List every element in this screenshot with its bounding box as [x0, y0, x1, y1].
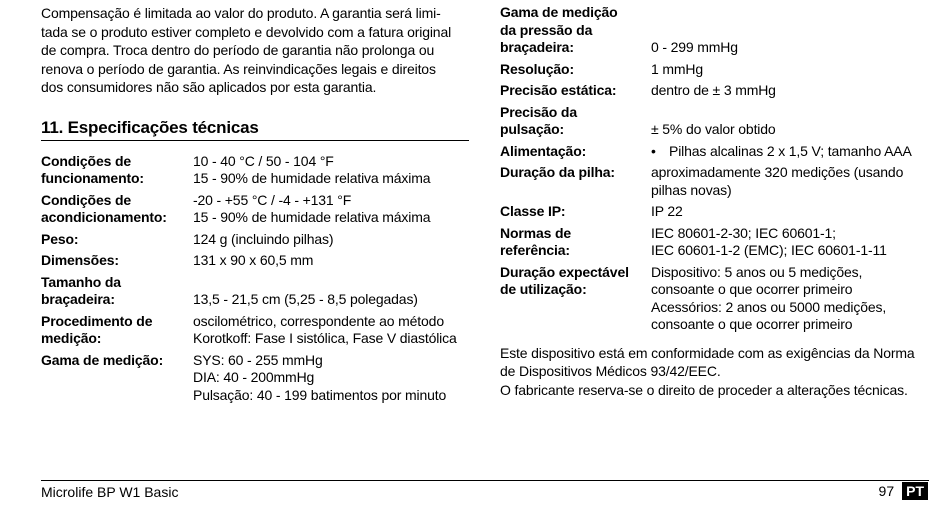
spec-value-line: consoante o que ocorrer primeiro: [651, 316, 853, 332]
spec-value-line: 15 - 90% de humidade relativa máxima: [193, 209, 431, 225]
right-column: [500, 4, 930, 399]
spec-value: 1 mmHg: [651, 60, 703, 77]
spec-row-measurement-procedure: [41, 309, 469, 348]
spec-value-line: SYS: 60 - 255 mmHg: [193, 351, 323, 368]
spec-value-line: IEC 60601-1-2 (EMC); IEC 60601-1-11: [651, 242, 887, 258]
spec-row-static-accuracy: [500, 78, 930, 100]
spec-key-line: da pressão da: [500, 21, 593, 38]
spec-key: Resolução:: [500, 60, 574, 77]
spec-key-line: Normas de: [500, 224, 572, 241]
spec-value: 124 g (incluindo pilhas): [193, 230, 334, 247]
spec-value-line: aproximadamente 320 medições (usando: [651, 164, 904, 180]
spec-value: [651, 139, 930, 161]
footer-divider: [41, 480, 929, 481]
warranty-paragraph: [41, 4, 469, 97]
spec-key: [500, 100, 651, 139]
intro-line: renova o período de garantia. As reinvindicações legais e direitos: [41, 60, 436, 77]
spec-value-line: Pulsação: 40 - 199 batimentos por minuto: [193, 386, 447, 403]
spec-row-power-supply: [500, 139, 930, 161]
spec-row-weight: [41, 227, 469, 249]
spec-value: 0 - 299 mmHg: [651, 39, 738, 55]
spec-value-line: IEC 80601-2-30; IEC 60601-1;: [651, 224, 836, 241]
spec-value: [651, 160, 930, 199]
spec-value-line: Acessórios: 2 anos ou 5000 medições,: [651, 298, 887, 315]
section-title: 11. Especificações técnicas: [41, 118, 469, 141]
spec-value: [193, 188, 469, 227]
right-spec-table: [500, 4, 930, 334]
spec-key: Peso:: [41, 230, 79, 247]
intro-line: dos consumidores não são aplicados por esta garantia.: [41, 79, 377, 95]
spec-key: [500, 4, 651, 57]
spec-key-line: referência:: [500, 242, 570, 258]
spec-value: ± 5% do valor obtido: [651, 121, 776, 137]
footer-page-info: [879, 482, 928, 500]
spec-key-line: Precisão da: [500, 103, 577, 120]
spec-value-line: DIA: 40 - 200mmHg: [193, 369, 315, 385]
spec-value-line: -20 - +55 °C / -4 - +131 °F: [193, 191, 352, 208]
spec-row-cuff-pressure-range: [500, 4, 930, 57]
spec-key-line: Gama de medição: [500, 4, 618, 20]
spec-value: IP 22: [651, 203, 683, 219]
note-line: Este dispositivo está em conformidade com as exigências da Norma: [500, 344, 915, 361]
spec-row-storage-conditions: [41, 188, 469, 227]
spec-row-measurement-range: [41, 348, 469, 405]
spec-value-line: Korotkoff: Fase I sistólica, Fase V diastólica: [193, 330, 457, 346]
spec-value: [193, 348, 469, 405]
spec-value: [193, 309, 469, 348]
footer-product-name: Microlife BP W1 Basic: [41, 484, 179, 500]
spec-key: [500, 221, 651, 260]
bullet-icon: •: [651, 142, 656, 159]
spec-row-resolution: [500, 57, 930, 79]
spec-key: [41, 188, 193, 227]
spec-value: 131 x 90 x 60,5 mm: [193, 252, 314, 268]
spec-key: [41, 153, 193, 188]
spec-key-line: braçadeira:: [500, 39, 574, 55]
page-number: 97: [878, 483, 895, 499]
spec-value-line: oscilométrico, correspondente ao método: [193, 312, 444, 329]
spec-value: [193, 153, 469, 188]
spec-row-battery-life: [500, 160, 930, 199]
spec-key: Precisão estática:: [500, 82, 617, 98]
spec-key-line: Procedimento de: [41, 312, 153, 329]
spec-value: 13,5 - 21,5 cm (5,25 - 8,5 polegadas): [193, 291, 418, 307]
spec-row-ip-class: [500, 199, 930, 221]
spec-row-cuff-size: [41, 270, 469, 309]
spec-value: dentro de ± 3 mmHg: [651, 82, 776, 98]
spec-key: Dimensões:: [41, 252, 119, 268]
spec-row-pulse-accuracy: [500, 100, 930, 139]
spec-key-line: braçadeira:: [41, 291, 115, 307]
spec-value-line: Dispositivo: 5 anos ou 5 medições,: [651, 263, 863, 280]
spec-key-line: Condições de: [41, 152, 131, 169]
spec-key-line: funcionamento:: [41, 170, 144, 186]
language-badge: PT: [902, 482, 928, 500]
spec-key-line: de utilização:: [500, 281, 587, 297]
spec-key: Alimentação:: [500, 142, 587, 159]
conformity-note: [500, 344, 930, 400]
spec-key: Gama de medição:: [41, 351, 164, 368]
spec-row-reference-standards: [500, 221, 930, 260]
note-line: de Dispositivos Médicos 93/42/EEC.: [500, 363, 721, 379]
spec-key-line: Duração expectável: [500, 263, 629, 280]
spec-key-line: acondicionamento:: [41, 209, 167, 225]
spec-value-line: 15 - 90% de humidade relativa máxima: [193, 170, 431, 186]
intro-line: Compensação é limitada ao valor do produto. A garantia será limi-: [41, 5, 441, 21]
spec-value: [651, 221, 930, 260]
intro-line: de compra. Troca dentro do período de garantia não prolonga ou: [41, 42, 435, 58]
left-spec-table: [41, 153, 469, 405]
spec-value-line: 10 - 40 °C / 50 - 104 °F: [193, 152, 334, 169]
intro-line: tada se o produto estiver completo e devolvido com a fatura original: [41, 23, 452, 40]
spec-key: [41, 309, 193, 348]
spec-key-line: Condições de: [41, 191, 131, 208]
note-line: O fabricante reserva-se o direito de proceder a alterações técnicas.: [500, 381, 908, 398]
spec-key: Classe IP:: [500, 203, 566, 219]
spec-key-line: Tamanho da: [41, 273, 121, 290]
spec-value: [651, 260, 930, 334]
left-column: [41, 4, 469, 404]
spec-row-dimensions: [41, 248, 469, 270]
spec-key-line: pulsação:: [500, 121, 565, 137]
spec-key: Duração da pilha:: [500, 164, 615, 180]
spec-row-operating-conditions: [41, 153, 469, 188]
spec-row-expected-service-life: [500, 260, 930, 334]
spec-value-line: Pilhas alcalinas 2 x 1,5 V; tamanho AAA: [669, 142, 912, 159]
spec-value-line: pilhas novas): [651, 181, 732, 198]
spec-value-line: consoante o que ocorrer primeiro: [651, 281, 853, 297]
spec-key: [41, 270, 193, 309]
spec-key: [500, 260, 651, 334]
spec-key-line: medição:: [41, 330, 102, 346]
